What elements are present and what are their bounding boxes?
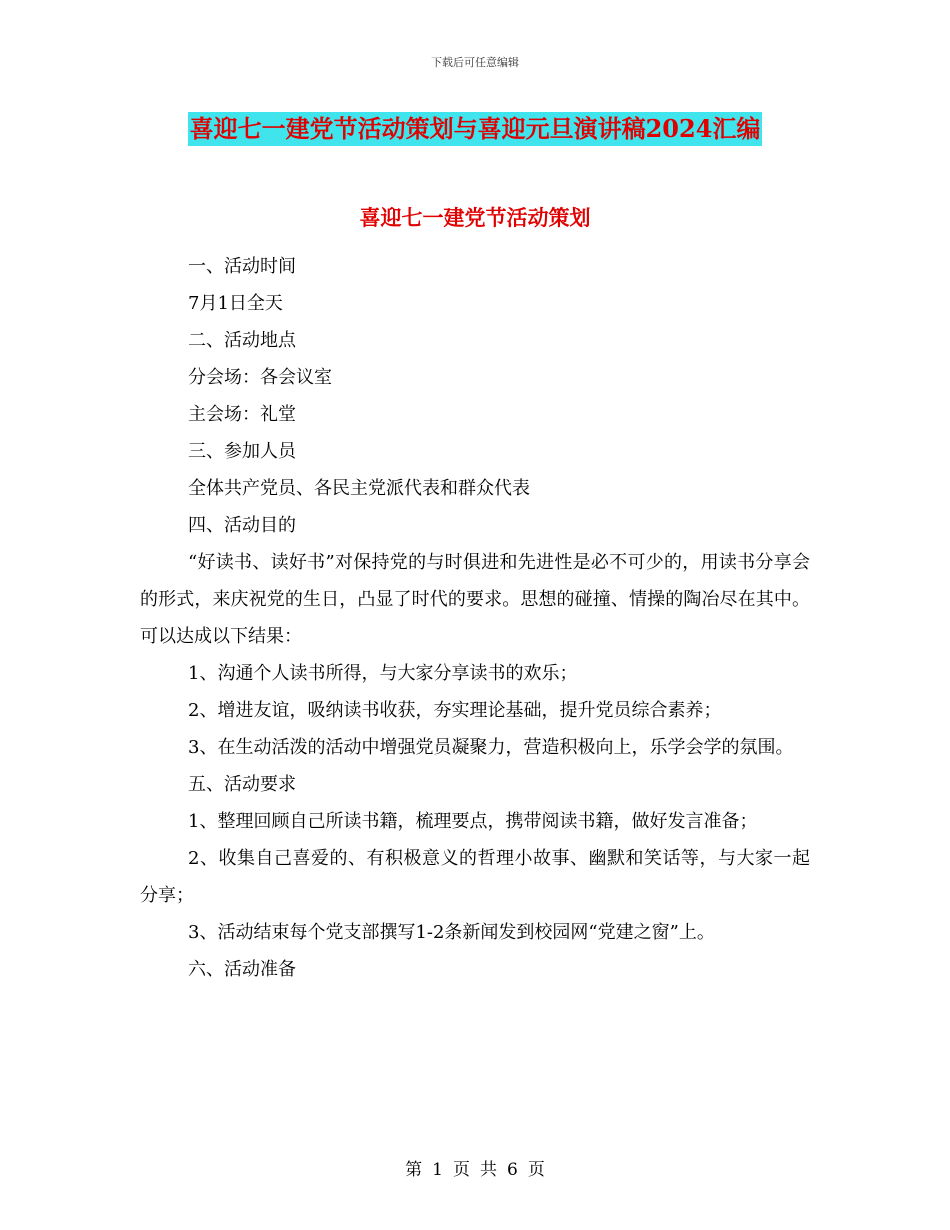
paragraph: 五、活动要求: [188, 774, 296, 795]
document-body: [140, 248, 810, 988]
doc-title-container: [0, 112, 950, 146]
paragraph: 2、增进友谊，吸纳读书收获，夯实理论基础，提升党员综合素养；: [188, 700, 722, 721]
paragraph: 四、活动目的: [188, 515, 296, 536]
paragraph: 分会场：各会议室: [188, 367, 332, 388]
document-title: 喜迎七一建党节活动策划与喜迎元旦演讲稿2024汇编: [188, 112, 763, 146]
paragraph: 3、活动结束每个党支部撰写1-2条新闻发到校园网“党建之窗”上。: [188, 922, 715, 943]
footer-prefix: 第: [405, 1160, 423, 1180]
footer-total-unit: 页: [527, 1160, 545, 1180]
paragraph: 一、活动时间: [188, 256, 296, 277]
section-title: 喜迎七一建党节活动策划: [359, 205, 591, 230]
footer-total-prefix: 共: [480, 1160, 497, 1180]
paragraph: 六、活动准备: [188, 959, 296, 980]
paragraph: 三、参加人员: [188, 441, 296, 462]
page-total: 6: [507, 1160, 518, 1180]
header-note: 下载后可任意编辑: [431, 56, 519, 69]
paragraph: 3、在生动活泼的活动中增强党员凝聚力，营造积极向上，乐学会学的氛围。: [188, 737, 794, 758]
paragraph: 2、收集自己喜爱的、有积极意义的哲理小故事、幽默和笑话等，与大家一起分享；: [140, 848, 810, 906]
footer-page-unit: 页: [453, 1160, 470, 1180]
paragraph: 7月1日全天: [188, 293, 283, 314]
paragraph: “好读书、读好书”对保持党的与时俱进和先进性是必不可少的，用读书分享会的形式，来庆祝党的生日，凸显了时代的要求。思想的碰撞、情操的陶冶尽在其中。可以达成以下结果：: [140, 552, 810, 647]
paragraph: 1、整理回顾自己所读书籍，梳理要点，携带阅读书籍，做好发言准备；: [188, 811, 758, 832]
paragraph: 全体共产党员、各民主党派代表和群众代表: [188, 478, 530, 499]
page-footer: [0, 1155, 950, 1180]
paragraph: 二、活动地点: [188, 330, 296, 351]
paragraph: 主会场：礼堂: [188, 404, 296, 425]
paragraph: 1、沟通个人读书所得，与大家分享读书的欢乐；: [188, 663, 578, 684]
page-number: 1: [432, 1160, 443, 1180]
